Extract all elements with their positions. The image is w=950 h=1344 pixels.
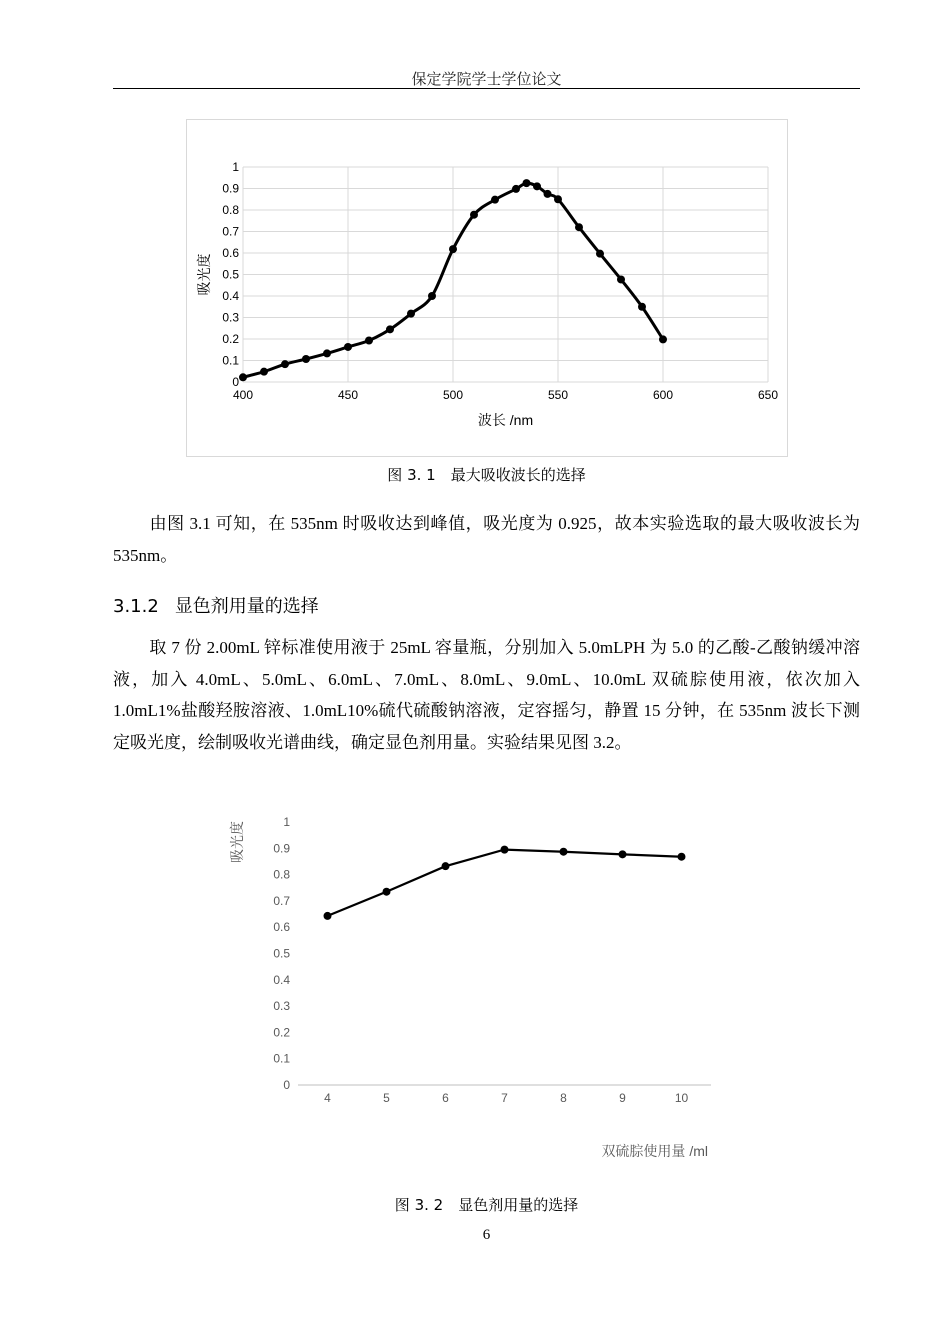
data-point xyxy=(533,182,541,190)
data-point xyxy=(544,190,552,198)
y-tick-label: 0 xyxy=(283,1078,290,1092)
x-tick-label: 550 xyxy=(547,388,569,402)
data-point xyxy=(596,250,604,258)
paragraph-2-text: 取 7 份 2.00mL 锌标准使用液于 25mL 容量瓶，分别加入 5.0mLPH 为 5.0 的乙酸-乙酸钠缓冲溶液，加入 4.0mL、5.0mL、6.0mL、7.0mL、8.0mL、9.0mL、10.0mL 双硫腙使用液，依次加入 1.0mL1%盐酸羟胺溶液、1.0mL10%硫代硫酸钠溶液，定容摇匀，静置 15 分钟，在 535nm 波长下测定吸光度，绘制吸收光谱曲线，确定显色剂用量。实验结果见图 3.2。 xyxy=(113,638,860,752)
y-tick-label: 0.3 xyxy=(273,999,290,1014)
data-point xyxy=(281,360,289,368)
data-point xyxy=(638,303,646,311)
data-point xyxy=(523,179,531,187)
section-heading xyxy=(113,592,319,618)
data-point xyxy=(323,349,331,357)
x-tick-label: 400 xyxy=(232,388,254,402)
x-tick-label: 9 xyxy=(619,1091,626,1105)
data-point xyxy=(619,850,627,858)
paragraph-1-text: 由图 3.1 可知，在 535nm 时吸收达到峰值，吸光度为 0.925，故本实验选取的最大吸收波长为 535nm。 xyxy=(113,514,860,565)
figure-1-caption: 图 3. 1 最大吸收波长的选择 xyxy=(387,466,586,484)
data-point xyxy=(365,337,373,345)
running-header: 保定学院学士学位论文 xyxy=(411,70,562,88)
y-tick-label: 0.5 xyxy=(222,267,239,282)
paragraph-1 xyxy=(113,508,860,571)
data-point xyxy=(470,211,478,219)
x-tick-label: 500 xyxy=(442,388,464,402)
x-axis-title: 双硫腙使用量 /ml xyxy=(601,1143,708,1159)
x-tick-label: 6 xyxy=(442,1091,449,1105)
y-axis-title: 吸光度 xyxy=(196,253,212,296)
data-point xyxy=(554,195,562,203)
data-point xyxy=(442,862,450,870)
data-point xyxy=(260,368,268,376)
y-tick-label: 0.9 xyxy=(273,841,290,856)
data-point xyxy=(560,848,568,856)
figure-1-svg xyxy=(187,120,787,456)
data-point xyxy=(344,343,352,351)
x-tick-label: 7 xyxy=(501,1091,508,1105)
y-tick-label: 0 xyxy=(232,375,239,389)
x-tick-label: 5 xyxy=(383,1091,390,1105)
y-axis-title: 吸光度 xyxy=(229,821,245,863)
y-tick-label: 0.4 xyxy=(273,972,290,987)
data-point xyxy=(383,888,391,896)
section-number: 3.1.2 xyxy=(113,596,159,617)
x-tick-label: 8 xyxy=(560,1091,567,1105)
figure-2-svg xyxy=(226,808,726,1168)
x-tick-label: 650 xyxy=(757,388,779,402)
data-point xyxy=(239,373,247,381)
header-rule xyxy=(113,88,860,89)
data-point xyxy=(501,846,509,854)
data-point xyxy=(659,335,667,343)
y-tick-label: 0.1 xyxy=(222,353,239,368)
y-tick-label: 0.7 xyxy=(273,893,290,908)
data-point xyxy=(449,245,457,253)
page-number: 6 xyxy=(482,1227,491,1243)
data-point xyxy=(512,185,520,193)
y-tick-label: 0.2 xyxy=(273,1025,290,1040)
y-tick-label: 1 xyxy=(283,815,290,829)
y-tick-label: 0.2 xyxy=(222,332,239,346)
data-point xyxy=(302,355,310,363)
y-tick-label: 0.7 xyxy=(222,224,239,239)
data-point xyxy=(386,325,394,333)
figure-1-chart xyxy=(186,119,788,457)
y-tick-label: 0.1 xyxy=(273,1051,290,1066)
y-tick-label: 0.6 xyxy=(273,920,290,935)
data-point xyxy=(617,275,625,283)
figure-2-caption: 图 3. 2 显色剂用量的选择 xyxy=(394,1196,579,1214)
x-tick-label: 450 xyxy=(337,388,359,402)
paragraph-2 xyxy=(113,632,860,758)
y-tick-label: 0.8 xyxy=(222,203,239,217)
y-tick-label: 1 xyxy=(232,160,239,174)
section-title: 显色剂用量的选择 xyxy=(174,596,319,617)
data-point xyxy=(428,292,436,300)
x-axis-title: 波长 /nm xyxy=(477,412,534,428)
y-tick-label: 0.9 xyxy=(222,181,239,196)
y-tick-label: 0.6 xyxy=(222,246,239,260)
data-point xyxy=(491,196,499,204)
data-point xyxy=(678,853,686,861)
y-tick-label: 0.4 xyxy=(222,289,239,303)
data-point xyxy=(407,310,415,318)
y-tick-label: 0.5 xyxy=(273,946,290,961)
y-tick-label: 0.8 xyxy=(273,867,290,882)
x-tick-label: 4 xyxy=(324,1091,331,1105)
x-tick-label: 10 xyxy=(674,1091,689,1105)
data-point xyxy=(575,223,583,231)
series-line xyxy=(328,850,682,916)
y-tick-label: 0.3 xyxy=(222,310,239,325)
figure-2-chart xyxy=(226,808,726,1168)
x-tick-label: 600 xyxy=(652,388,674,402)
data-point xyxy=(324,912,332,920)
